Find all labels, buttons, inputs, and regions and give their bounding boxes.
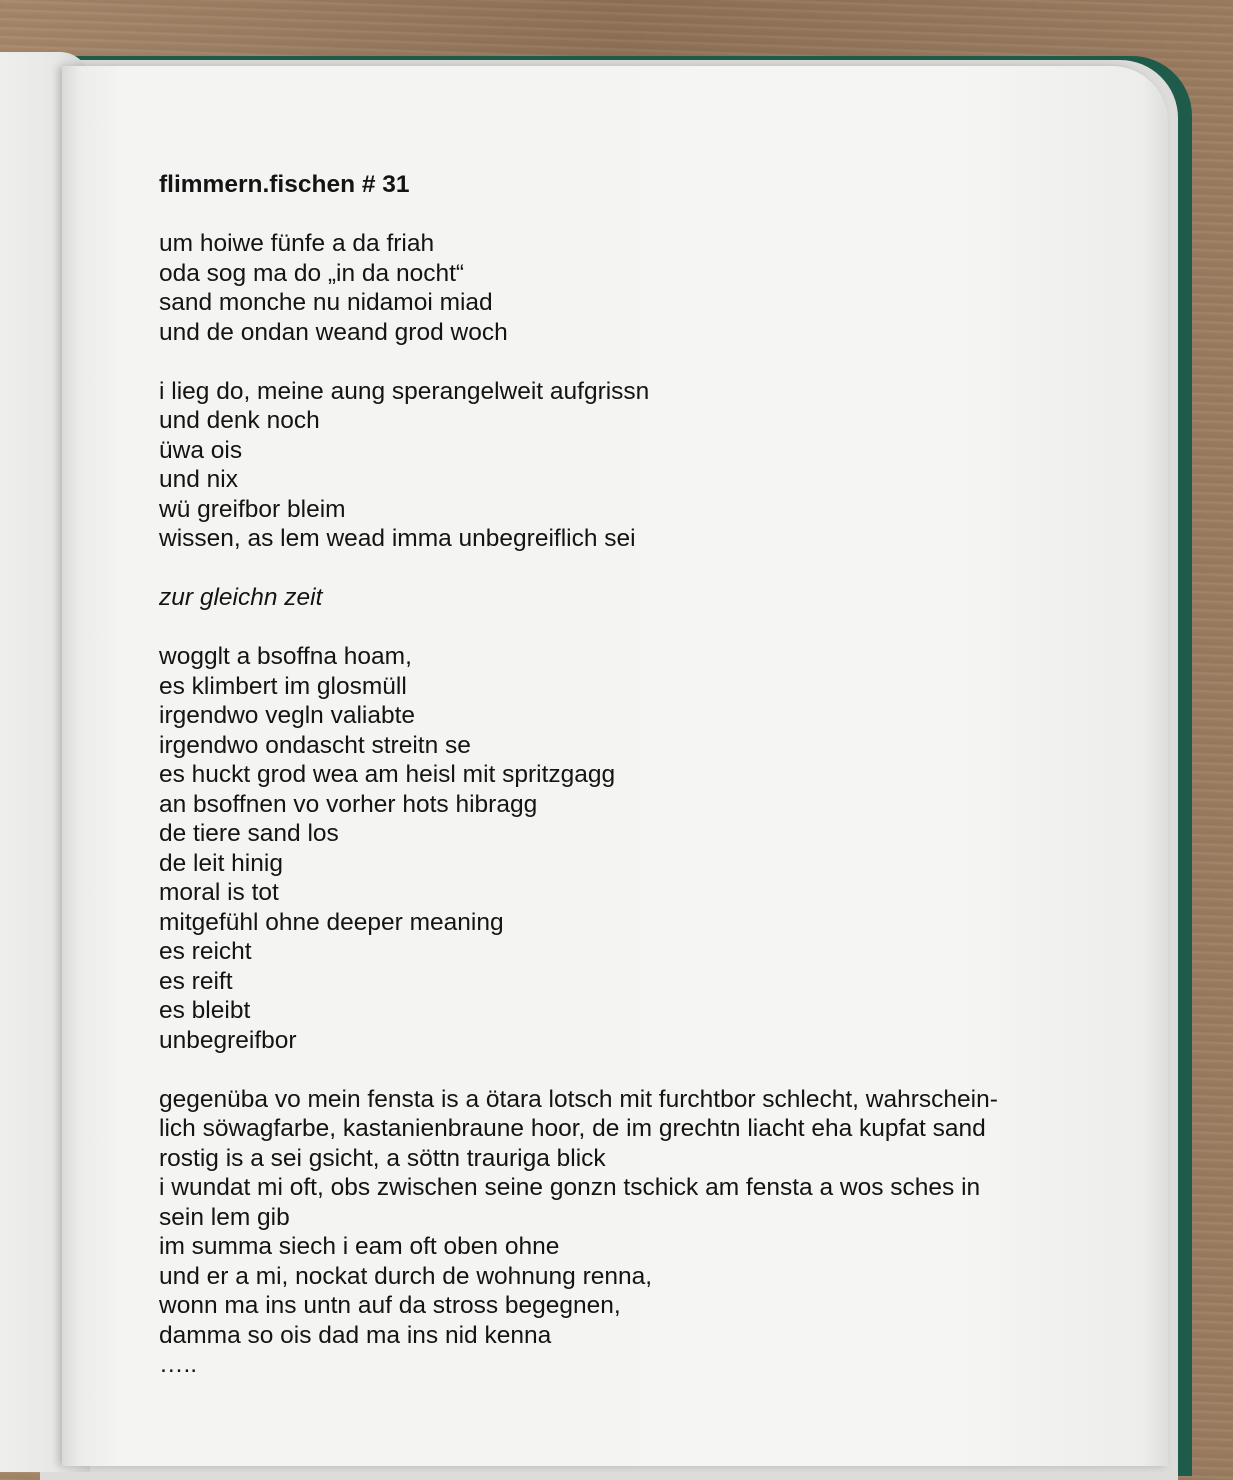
stanza-gap [159,554,1159,584]
poem-line: es klimbert im glosmüll [159,672,407,700]
poem-line: an bsoffnen vo vorher hots hibragg [159,790,538,818]
poem-line: gegenüba vo mein fensta is a ötara lotsch mit furchtbor schlecht, wahrschein- [159,1085,998,1113]
stanza-gap [159,200,1159,230]
poem-line: unbegreifbor [159,1026,297,1054]
poem-line: mitgefühl ohne deeper meaning [159,908,504,936]
poem-line: üwa ois [159,436,243,464]
poem-line: lich söwagfarbe, kastanienbraune hoor, de im grechtn liacht eha kupfat sand [159,1115,986,1142]
poem [159,170,1159,1380]
poem-line: damma so ois dad ma ins nid kenna [159,1321,552,1349]
poem-line: und er a mi, nockat durch de wohnung renna, [159,1262,653,1290]
poem-title: flimmern.fischen # 31 [159,171,410,198]
poem-line: es reift [159,967,233,995]
stanza-4 [159,1085,1159,1380]
stanza-2 [159,377,1159,554]
poem-line: de tiere sand los [159,820,339,847]
poem-line: es reicht [159,938,252,965]
poem-line: oda sog ma do „in da nocht“ [159,259,465,287]
poem-line: irgendwo ondascht streitn se [159,731,471,759]
poem-line: rostig is a sei gsicht, a söttn trauriga blick [159,1144,606,1172]
stanza-1 [159,229,1159,347]
poem-line: und denk noch [159,407,320,434]
poem-line: im summa siech i eam oft oben ohne [159,1233,560,1260]
stanza-gap [159,1055,1159,1085]
poem-line: es bleibt [159,997,251,1024]
poem-line: wissen, as lem wead imma unbegreiflich sei [159,525,636,552]
poem-line: sein lem gib [159,1203,290,1231]
interlude-line: zur gleichn zeit [159,584,323,611]
poem-line: irgendwo vegln valiabte [159,702,416,729]
poem-line: ….. [159,1351,198,1378]
stanza-gap [159,613,1159,643]
poem-line: und de ondan weand grod woch [159,318,508,346]
stanza-3 [159,642,1159,1055]
poem-line: sand monche nu nidamoi miad [159,289,493,316]
poem-line: es huckt grod wea am heisl mit spritzgagg [159,761,616,788]
poem-line: wonn ma ins untn auf da stross begegnen, [159,1292,621,1319]
poem-line: und nix [159,466,239,493]
poem-line: wü greifbor bleim [159,495,346,523]
poem-line: i lieg do, meine aung sperangelweit aufgrissn [159,377,650,405]
stanza-gap [159,347,1159,377]
poem-line: wogglt a bsoffna hoam, [159,643,412,670]
poem-line: moral is tot [159,879,279,906]
poem-line: de leit hinig [159,849,283,877]
poem-line: i wundat mi oft, obs zwischen seine gonzn tschick am fensta a wos sches in [159,1174,981,1201]
poem-line: um hoiwe fünfe a da friah [159,230,435,257]
